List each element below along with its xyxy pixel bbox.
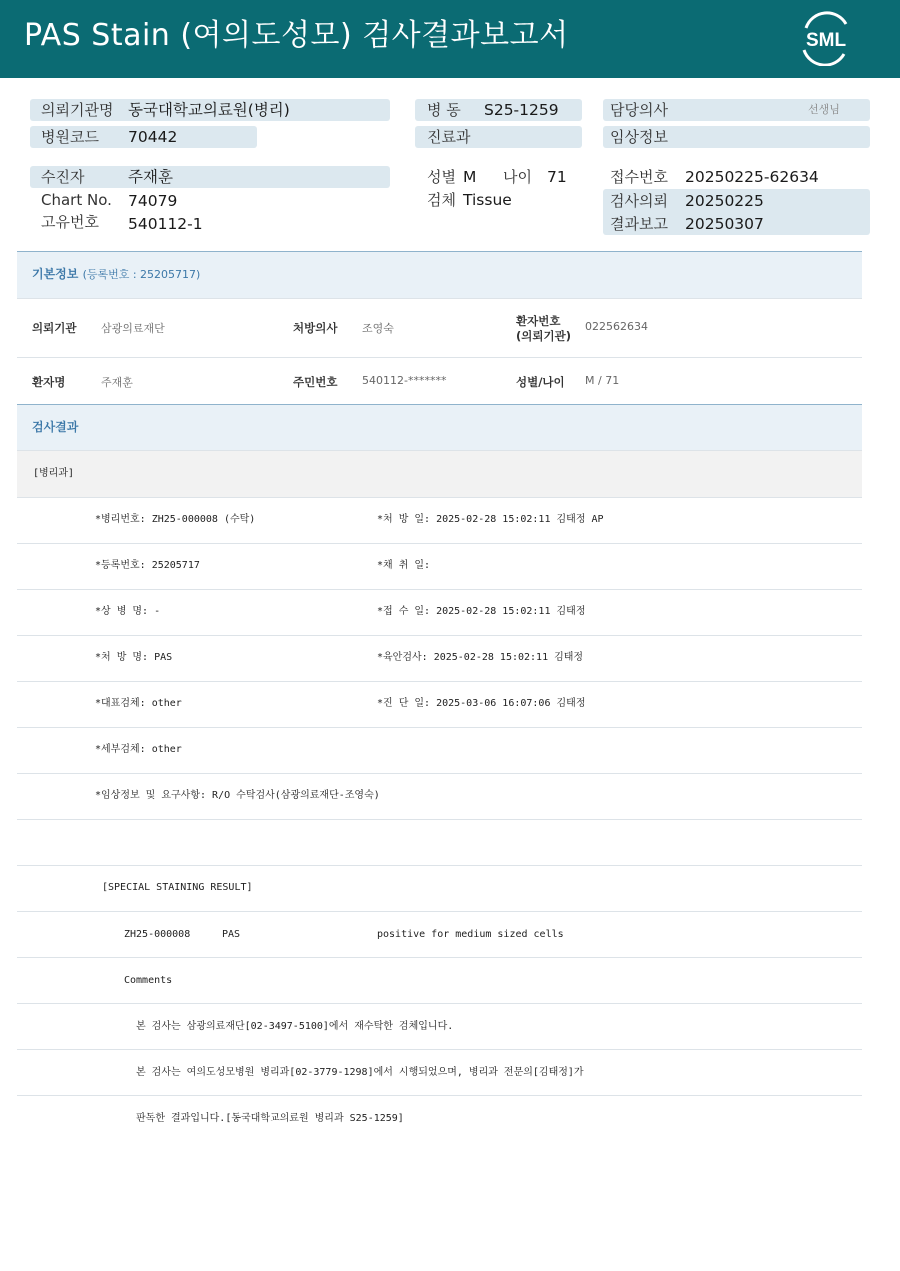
pno-label-2: (의뢰기관) [516,329,571,343]
sml-logo [796,10,856,66]
hospital-code-label: 병원코드 [41,128,99,146]
request-value: 20250225 [685,192,764,210]
age-label: 나이 [503,168,532,186]
ward-value: S25-1259 [484,101,559,119]
institution-label: 의뢰기관명 [41,101,114,119]
basic-row-2 [17,358,862,405]
stain-result-row [17,912,862,958]
result-line-1-left: *병리번호: ZH25-000008 (수탁) [95,514,256,525]
results-section-label: [병리과] [33,468,75,479]
institution-value: 동국대학교의료원(병리) [128,101,290,119]
name-label: 환자명 [32,375,66,389]
report-date-label: 결과보고 [610,215,668,233]
comment-row-3 [17,1096,862,1141]
receipt-label: 접수번호 [610,168,668,186]
result-line-1 [17,498,862,544]
result-line-3 [17,590,862,636]
sex-value: M [463,168,477,186]
sex-label: 성별 [427,168,456,186]
result-line-1-right: *처 방 일: 2025-02-28 15:02:11 김태정 AP [377,514,604,525]
basic-info-title [32,264,200,285]
stain-result: positive for medium sized cells [377,929,564,940]
result-line-7 [17,774,862,820]
pno-value: 022562634 [585,320,648,333]
comment-2: 본 검사는 여의도성모병원 병리과[02-3779-1298]에서 시행되었으며, 병리과 전문의[김태정]가 [136,1067,584,1078]
pno-label-1: 환자번호 [516,314,561,328]
results-section-row [17,451,862,498]
report-header [0,0,900,78]
result-blank-row [17,820,862,866]
chart-label: Chart No. [41,191,112,209]
special-staining-title: [SPECIAL STAINING RESULT] [102,882,253,893]
result-line-2 [17,544,862,590]
report-date-value: 20250307 [685,215,764,233]
report-title: PAS Stain (여의도성모) 검사결과보고서 [24,18,569,53]
dept-label: 진료과 [427,128,471,146]
sexage-label: 성별/나이 [516,375,565,389]
comment-3: 판독한 결과입니다.[동국대학교의료원 병리과 S25-1259] [136,1113,404,1124]
sexage-value: M / 71 [585,374,620,387]
specimen-value: Tissue [463,191,512,209]
stain-name: PAS [222,929,241,940]
rrn-value: 540112-******* [362,374,447,387]
prescriber-label: 처방의사 [293,321,338,335]
stain-number: ZH25-000008 [124,929,191,940]
results-title: 검사결과 [32,420,79,434]
result-line-3-left: *상 병 명: - [95,606,161,617]
rrn-label: 주민번호 [293,375,338,389]
org-label: 의뢰기관 [32,321,77,335]
basic-subtitle: (등록번호 : 25205717) [82,268,201,281]
comments-row [17,958,862,1004]
basic-info-header [17,251,862,299]
result-line-2-left: *등록번호: 25205717 [95,560,200,571]
patient-label: 수진자 [41,168,85,186]
comment-row-2 [17,1050,862,1096]
result-line-4 [17,636,862,682]
org-value: 삼광의료재단 [101,322,165,335]
patient-value: 주재훈 [128,168,173,186]
result-line-5-left: *대표검체: other [95,698,182,709]
result-line-4-right: *육안검사: 2025-02-28 15:02:11 김태정 [377,652,584,663]
name-value: 주재훈 [101,376,133,389]
age-value: 71 [547,168,567,186]
result-line-4-left: *처 방 명: PAS [95,652,173,663]
result-line-2-right: *채 취 일: [377,560,431,571]
basic-row-1 [17,298,862,358]
request-label: 검사의뢰 [610,192,668,210]
unique-label: 고유번호 [41,213,99,231]
result-line-6-left: *세부검체: other [95,744,182,755]
comment-1: 본 검사는 삼광의료재단[02-3497-5100]에서 재수탁한 검체입니다. [136,1021,454,1032]
results-header [17,405,862,451]
prescriber-value: 조영숙 [362,322,394,335]
result-line-7-left: *임상정보 및 요구사항: R/O 수탁검사(삼광의료재단-조영숙) [95,790,380,801]
result-line-5 [17,682,862,728]
doctor-suffix: 선생님 [808,103,840,116]
unique-value: 540112-1 [128,215,203,233]
result-line-5-right: *진 단 일: 2025-03-06 16:07:06 김태정 [377,698,586,709]
basic-title-text: 기본정보 [32,267,79,281]
receipt-value: 20250225-62634 [685,168,819,186]
clinical-label: 임상정보 [610,128,668,146]
comments-label: Comments [124,975,173,986]
specimen-label: 검체 [427,191,456,209]
special-staining-row [17,866,862,912]
comment-row-1 [17,1004,862,1050]
logo-text: SML [805,30,847,51]
chart-value: 74079 [128,192,178,210]
result-line-3-right: *접 수 일: 2025-02-28 15:02:11 김태정 [377,606,586,617]
hospital-code-value: 70442 [128,128,178,146]
doctor-label: 담당의사 [610,101,668,119]
result-line-6 [17,728,862,774]
ward-label: 병 동 [427,101,461,119]
